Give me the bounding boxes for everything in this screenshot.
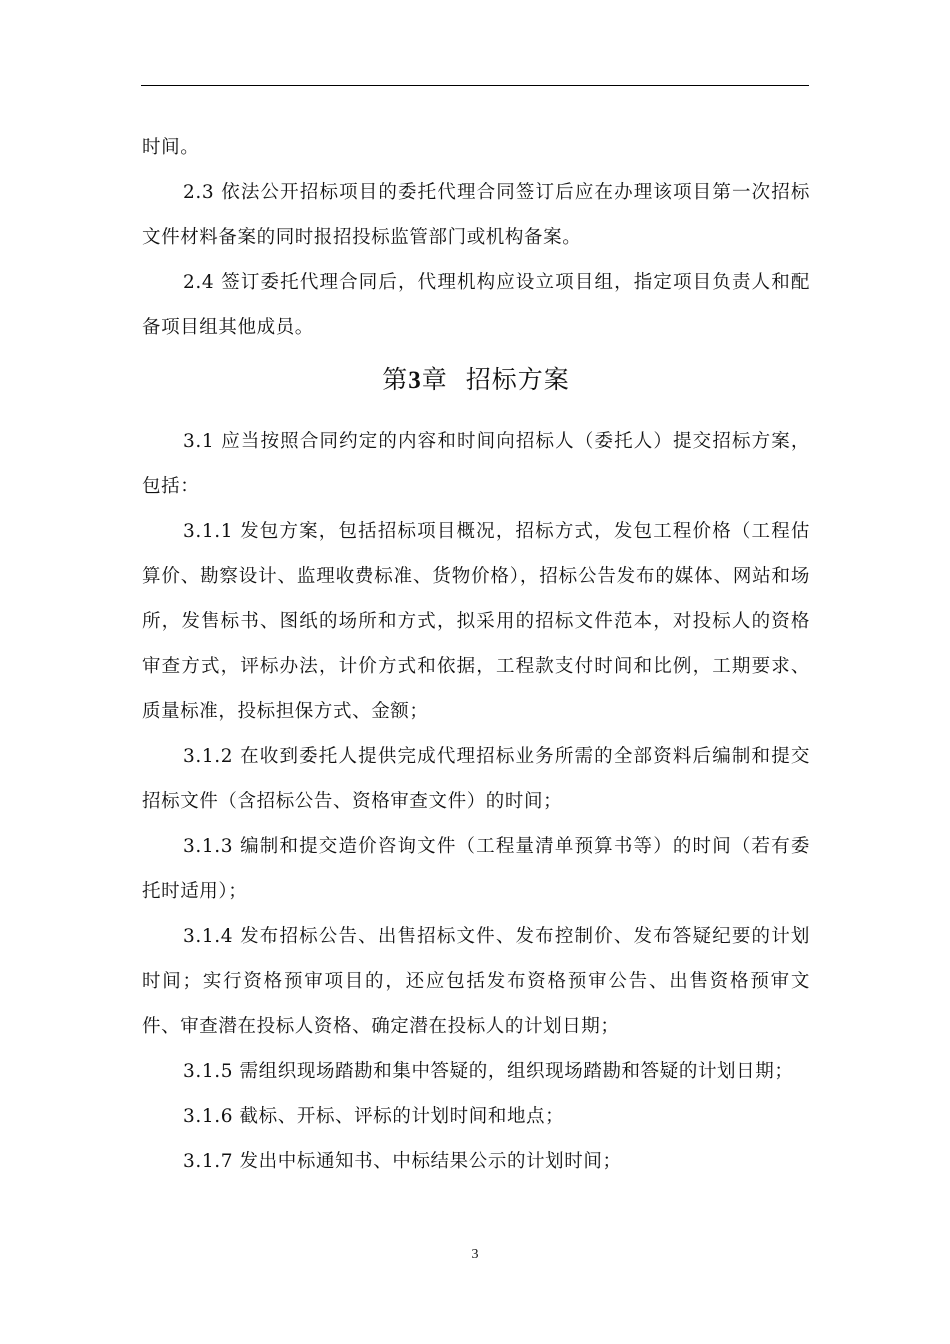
paragraph: 3.1.4 发布招标公告、出售招标文件、发布控制价、发布答疑纪要的计划时间；实行资格预审项目的，还应包括发布资格预审公告、出售资格预审文件、审查潜在投标人资格、确定潜在投标人的计划日期； bbox=[142, 926, 810, 1037]
header-rule bbox=[141, 85, 809, 86]
paragraph: 3.1.5 需组织现场踏勘和集中答疑的，组织现场踏勘和答疑的计划日期； bbox=[183, 1061, 794, 1082]
chapter-heading-text: 章 招标方案 bbox=[421, 365, 570, 394]
paragraph: 2.3 依法公开招标项目的委托代理合同签订后应在办理该项目第一次招标文件材料备案的同时报招投标监管部门或机构备案。 bbox=[142, 182, 810, 248]
page-number: 3 bbox=[471, 1247, 479, 1262]
chapter-title bbox=[142, 360, 810, 401]
paragraph: 3.1.2 在收到委托人提供完成代理招标业务所需的全部资料后编制和提交招标文件（含招标公告、资格审查文件）的时间； bbox=[142, 746, 810, 812]
chapter-number: 3 bbox=[408, 367, 422, 394]
chapter-prefix: 第 bbox=[382, 365, 409, 394]
paragraph: 3.1.1 发包方案，包括招标项目概况，招标方式，发包工程价格（工程估算价、勘察设计、监理收费标准、货物价格），招标公告发布的媒体、网站和场所，发售标书、图纸的场所和方式，拟采用的招标文件范本，对投标人的资格审查方式，评标办法，计价方式和依据，工程款支付时间和比例，工期要求、质量标准，投标担保方式、金额； bbox=[142, 521, 810, 722]
paragraph: 3.1.6 截标、开标、评标的计划时间和地点； bbox=[183, 1106, 565, 1127]
document-body bbox=[142, 125, 810, 1184]
paragraph: 时间。 bbox=[142, 137, 200, 158]
paragraph: 3.1.7 发出中标通知书、中标结果公示的计划时间； bbox=[183, 1151, 622, 1172]
paragraph: 3.1.3 编制和提交造价咨询文件（工程量清单预算书等）的时间（若有委托时适用）； bbox=[142, 836, 810, 902]
paragraph: 3.1 应当按照合同约定的内容和时间向招标人（委托人）提交招标方案，包括： bbox=[142, 431, 810, 497]
paragraph: 2.4 签订委托代理合同后，代理机构应设立项目组，指定项目负责人和配备项目组其他成员。 bbox=[142, 272, 810, 338]
